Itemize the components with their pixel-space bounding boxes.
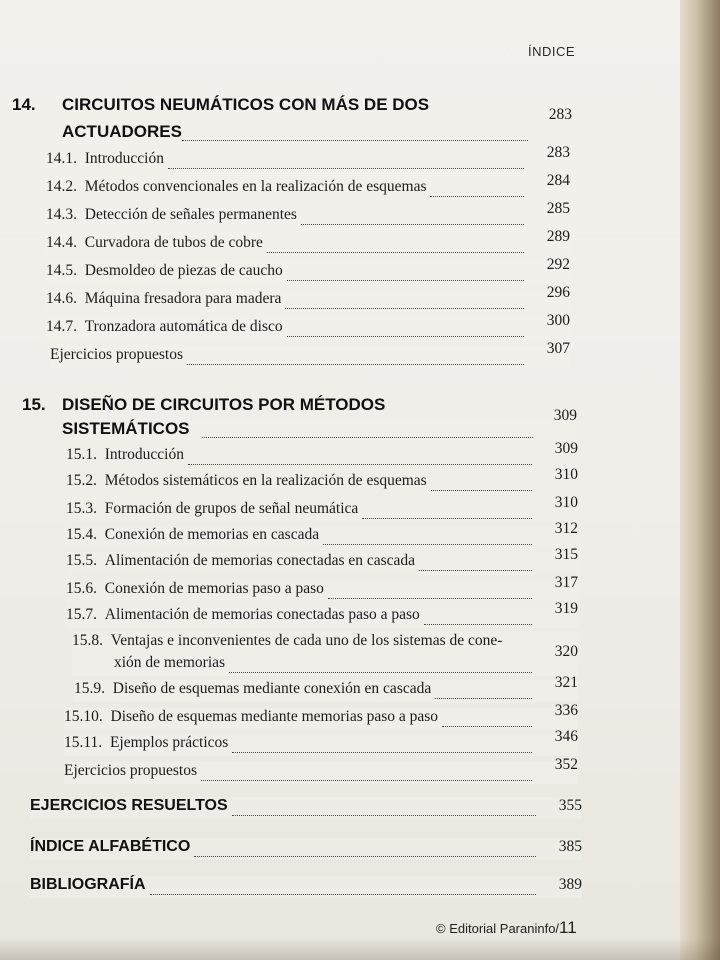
toc-entry-number: 14.5. — [46, 262, 77, 279]
toc-entry-title: Métodos sistemáticos en la realización de esquemas — [104, 472, 427, 489]
toc-entry-label — [46, 318, 283, 336]
toc-entry-number: 15.7. — [66, 606, 97, 623]
dot-leader — [229, 672, 532, 673]
dot-leader — [419, 570, 532, 571]
dot-leader — [328, 598, 532, 599]
toc-entry-number: 14.2. — [46, 178, 77, 195]
page-number: 309 — [554, 440, 578, 457]
toc-entry-number: 14.7. — [46, 318, 77, 335]
page-number: 285 — [546, 200, 570, 217]
toc-entry-title: Desmoldeo de piezas de caucho — [84, 262, 283, 279]
page-shadow — [0, 938, 720, 960]
toc-entry-title: Ejercicios propuestos — [50, 346, 184, 363]
page-number: 307 — [546, 340, 570, 357]
toc-entry-title: Conexión de memorias paso a paso — [104, 580, 324, 597]
toc-entry — [66, 494, 578, 522]
toc-entry-number: 14.1. — [46, 150, 77, 167]
toc-entry-label — [64, 734, 228, 752]
dot-leader — [435, 698, 532, 699]
toc-entry-label — [74, 680, 431, 698]
toc-entry-number: 15.4. — [66, 526, 97, 543]
toc-entry — [64, 702, 578, 730]
page-number: 321 — [554, 674, 578, 691]
running-header: ÍNDICE — [528, 44, 576, 59]
chapter-15-title-row — [62, 407, 577, 441]
toc-entry-title: Ventajas e inconvenientes de cada uno de los sistemas de cone- — [110, 632, 503, 649]
page-number: 284 — [546, 172, 570, 189]
toc-entry-label — [66, 552, 415, 570]
toc-entry-title: Métodos convencionales en la realización de esquemas — [84, 178, 427, 195]
toc-entry — [46, 172, 570, 200]
dot-leader — [301, 224, 524, 225]
toc-entry-label — [66, 472, 427, 490]
toc-entry-title: Conexión de memorias en cascada — [104, 526, 320, 543]
chapter-title-line1: CIRCUITOS NEUMÁTICOS CON MÁS DE DOS — [62, 95, 430, 114]
toc-entry — [30, 838, 582, 860]
page-number: 389 — [558, 876, 582, 893]
toc-entry-label — [46, 150, 164, 168]
toc-entry-title-continued: xión de memorias — [114, 654, 226, 671]
toc-entry-title: Curvadora de tubos de cobre — [84, 234, 263, 251]
dot-leader — [424, 624, 532, 625]
toc-entry-label — [50, 346, 183, 364]
toc-entry-title: Máquina fresadora para madera — [84, 290, 282, 307]
toc-entry — [66, 440, 578, 468]
toc-entry — [46, 200, 570, 228]
toc-entry-label — [66, 446, 184, 464]
toc-entry-title: Introducción — [104, 446, 184, 463]
toc-entry-label — [46, 234, 263, 252]
toc-entry — [74, 674, 578, 702]
folio: 11 — [559, 918, 577, 937]
dot-leader — [285, 308, 524, 309]
page-footer — [436, 918, 577, 938]
toc-entry-title: Alimentación de memorias conectadas paso a paso — [104, 606, 420, 623]
dot-leader — [232, 815, 536, 816]
toc-entry-label — [64, 762, 197, 780]
chapter-title-line2: SISTEMÁTICOS — [62, 419, 190, 438]
page-number: 336 — [554, 702, 578, 719]
publisher-credit: © Editorial Paraninfo/ — [436, 921, 560, 936]
toc-entry-title: Tronzadora automática de disco — [84, 318, 283, 335]
toc-entry — [64, 756, 578, 784]
dot-leader — [187, 364, 524, 365]
toc-entry-title: Introducción — [84, 150, 164, 167]
toc-entry-number: 15.5. — [66, 552, 97, 569]
toc-entry — [66, 466, 578, 494]
toc-entry-number: 15.10. — [64, 708, 103, 725]
dot-leader — [202, 437, 533, 438]
dot-leader — [182, 140, 528, 141]
toc-entry-label — [66, 500, 358, 518]
toc-entry — [46, 312, 570, 340]
dot-leader — [431, 490, 532, 491]
toc-entry-number: 15.8. — [72, 632, 103, 649]
page-number: 355 — [558, 797, 582, 814]
toc-entry-title: ÍNDICE ALFABÉTICO — [30, 838, 191, 855]
page-number: 289 — [546, 228, 570, 245]
toc-entry-number: 15.6. — [66, 580, 97, 597]
page-number: 319 — [554, 600, 578, 617]
page-number: 283 — [548, 106, 572, 123]
toc-entry-number: 15.11. — [64, 734, 103, 751]
toc-entry-number: 14.6. — [46, 290, 77, 307]
toc-entry — [46, 144, 570, 172]
dot-leader — [267, 252, 524, 253]
toc-entry-title: BIBLIOGRAFÍA — [30, 876, 146, 893]
dot-leader — [150, 894, 536, 895]
toc-entry-label — [66, 580, 324, 598]
toc-entry-label — [46, 178, 426, 196]
toc-entry — [72, 632, 578, 676]
toc-entry — [66, 546, 578, 574]
page-number: 309 — [553, 407, 577, 424]
page-number: 292 — [546, 256, 570, 273]
dot-leader — [362, 518, 532, 519]
toc-entry-label — [64, 708, 438, 726]
toc-entry-number: 15.2. — [66, 472, 97, 489]
chapter-number: 14. — [12, 95, 36, 114]
toc-entry-number: 15.1. — [66, 446, 97, 463]
page-number: 317 — [554, 574, 578, 591]
book-edge — [680, 0, 720, 960]
toc-entry-title: Diseño de esquemas mediante conexión en cascada — [112, 680, 432, 697]
toc-entry-title: Ejemplos prácticos — [109, 734, 229, 751]
toc-entry-label — [30, 838, 190, 856]
page-number: 385 — [558, 838, 582, 855]
chapter-number: 15. — [22, 395, 46, 414]
chapter-14-title-row — [62, 106, 572, 144]
dot-leader — [287, 280, 524, 281]
toc-entry-title: Ejercicios propuestos — [64, 762, 198, 779]
page-number: 346 — [554, 728, 578, 745]
toc-entry — [64, 728, 578, 756]
toc-entry-label — [30, 797, 228, 815]
chapter-title-line1: DISEÑO DE CIRCUITOS POR MÉTODOS — [62, 395, 386, 414]
dot-leader — [168, 168, 524, 169]
toc-entry-label — [46, 262, 283, 280]
toc-entry — [46, 284, 570, 312]
toc-entry-title: EJERCICIOS RESUELTOS — [30, 797, 228, 814]
toc-entry-label — [30, 876, 146, 894]
dot-leader — [194, 856, 536, 857]
dot-leader — [287, 336, 524, 337]
page-number: 283 — [546, 144, 570, 161]
toc-entry-title: Formación de grupos de señal neumática — [104, 500, 359, 517]
page-number: 352 — [554, 756, 578, 773]
toc-entry — [30, 797, 582, 819]
page-number: 312 — [554, 520, 578, 537]
toc-entry — [66, 600, 578, 628]
toc-entry-number: 15.3. — [66, 500, 97, 517]
dot-leader — [188, 464, 532, 465]
toc-entry-title: Diseño de esquemas mediante memorias paso a paso — [110, 708, 439, 725]
page-number: 300 — [546, 312, 570, 329]
toc-entry-number: 15.9. — [74, 680, 105, 697]
toc-entry — [66, 520, 578, 548]
toc-entry-number: 14.3. — [46, 206, 77, 223]
page-number: 310 — [554, 494, 578, 511]
toc-entry — [46, 228, 570, 256]
dot-leader — [430, 196, 524, 197]
page-number: 320 — [554, 643, 578, 660]
toc-entry — [46, 256, 570, 284]
chapter-title-line2: ACTUADORES — [62, 122, 182, 141]
toc-entry — [30, 876, 582, 898]
toc-entry-label — [72, 632, 502, 650]
toc-entry-label — [46, 290, 281, 308]
dot-leader — [442, 726, 532, 727]
toc-entry-label — [46, 206, 297, 224]
toc-entry-label — [66, 526, 319, 544]
toc-entry-title: Detección de señales permanentes — [84, 206, 297, 223]
page-number: 315 — [554, 546, 578, 563]
dot-leader — [323, 544, 532, 545]
page-number: 296 — [546, 284, 570, 301]
dot-leader — [201, 780, 532, 781]
toc-entry — [50, 340, 570, 368]
page-number: 310 — [554, 466, 578, 483]
dot-leader — [232, 752, 532, 753]
toc-entry — [66, 574, 578, 602]
toc-entry-number: 14.4. — [46, 234, 77, 251]
toc-entry-title: Alimentación de memorias conectadas en cascada — [104, 552, 416, 569]
toc-entry-label — [66, 606, 420, 624]
